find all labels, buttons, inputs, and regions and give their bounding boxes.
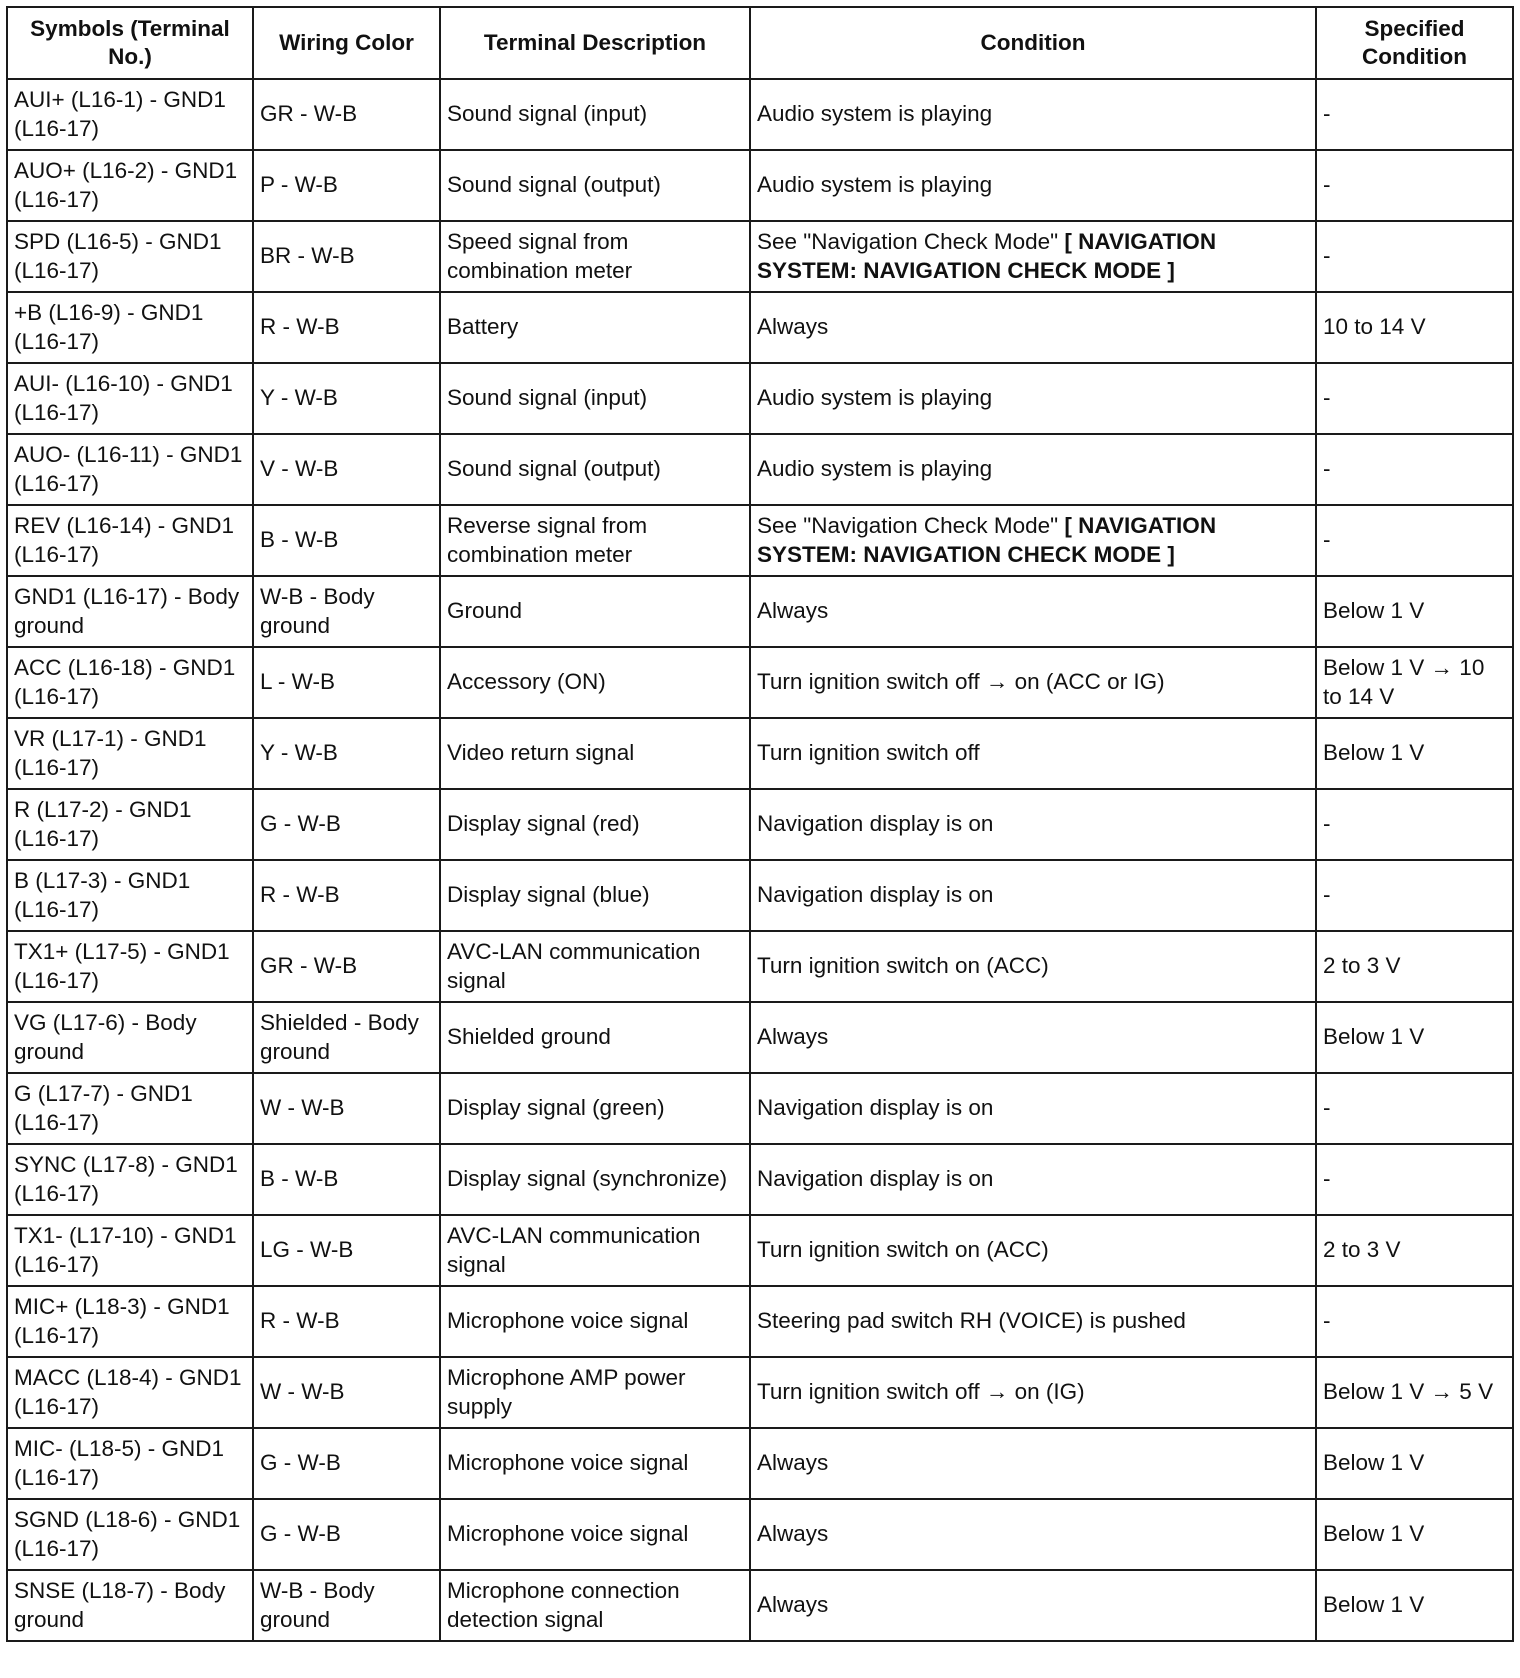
table-row xyxy=(7,647,1513,718)
cell-wiring-color: W - W-B xyxy=(253,1073,440,1144)
cell-wiring-color: GR - W-B xyxy=(253,79,440,150)
cell-terminal-description: Microphone connection detection signal xyxy=(440,1570,750,1641)
cell-wiring-color: W-B - Body ground xyxy=(253,576,440,647)
cell-wiring-color: V - W-B xyxy=(253,434,440,505)
condition-text: See "Navigation Check Mode" xyxy=(757,513,1059,539)
cell-wiring-color: L - W-B xyxy=(253,647,440,718)
cell-symbols: AUO+ (L16-2) - GND1 (L16-17) xyxy=(7,150,253,221)
table-row xyxy=(7,789,1513,860)
table-body xyxy=(7,79,1513,1641)
terminal-table-container xyxy=(6,6,1514,1642)
cell-specified-condition: Below 1 V xyxy=(1316,1002,1513,1073)
cell-condition xyxy=(750,1002,1316,1073)
cell-specified-condition: - xyxy=(1316,79,1513,150)
condition-text: Turn ignition switch on (ACC) xyxy=(757,953,1049,979)
table-row xyxy=(7,1428,1513,1499)
table-row xyxy=(7,1570,1513,1641)
cell-wiring-color: BR - W-B xyxy=(253,221,440,292)
cell-specified-condition: - xyxy=(1316,1073,1513,1144)
cell-specified-condition: - xyxy=(1316,221,1513,292)
cell-condition xyxy=(750,1073,1316,1144)
cell-condition xyxy=(750,576,1316,647)
cell-symbols: VR (L17-1) - GND1 (L16-17) xyxy=(7,718,253,789)
cell-condition xyxy=(750,1499,1316,1570)
condition-text: Always xyxy=(757,1521,829,1547)
cell-terminal-description: Speed signal from combination meter xyxy=(440,221,750,292)
header-condition: Condition xyxy=(750,7,1316,79)
cell-condition xyxy=(750,860,1316,931)
cell-symbols: MACC (L18-4) - GND1 (L16-17) xyxy=(7,1357,253,1428)
table-row xyxy=(7,363,1513,434)
cell-specified-condition: - xyxy=(1316,505,1513,576)
cell-specified-condition: - xyxy=(1316,363,1513,434)
cell-condition xyxy=(750,647,1316,718)
cell-symbols: GND1 (L16-17) - Body ground xyxy=(7,576,253,647)
cell-condition xyxy=(750,1144,1316,1215)
cell-wiring-color: Shielded - Body ground xyxy=(253,1002,440,1073)
table-row xyxy=(7,1144,1513,1215)
condition-text: Audio system is playing xyxy=(757,456,993,482)
condition-text: Navigation display is on xyxy=(757,882,994,908)
cell-condition xyxy=(750,789,1316,860)
condition-text: Always xyxy=(757,1592,829,1618)
table-row xyxy=(7,505,1513,576)
cell-condition xyxy=(750,505,1316,576)
header-specified-condition: Specified Condition xyxy=(1316,7,1513,79)
cell-wiring-color: Y - W-B xyxy=(253,718,440,789)
condition-reference: [ NAVIGATION SYSTEM: NAVIGATION CHECK MODE ] xyxy=(757,513,1217,567)
table-row xyxy=(7,150,1513,221)
cell-symbols: MIC+ (L18-3) - GND1 (L16-17) xyxy=(7,1286,253,1357)
condition-text: Always xyxy=(757,314,829,340)
cell-terminal-description: Display signal (green) xyxy=(440,1073,750,1144)
cell-condition xyxy=(750,292,1316,363)
cell-symbols: SGND (L18-6) - GND1 (L16-17) xyxy=(7,1499,253,1570)
cell-terminal-description: Microphone voice signal xyxy=(440,1286,750,1357)
condition-text: Navigation display is on xyxy=(757,1095,994,1121)
cell-terminal-description: Sound signal (input) xyxy=(440,79,750,150)
cell-condition xyxy=(750,1357,1316,1428)
condition-text: Steering pad switch RH (VOICE) is pushed xyxy=(757,1308,1186,1334)
cell-wiring-color: G - W-B xyxy=(253,1499,440,1570)
cell-terminal-description: Reverse signal from combination meter xyxy=(440,505,750,576)
cell-wiring-color: R - W-B xyxy=(253,1286,440,1357)
condition-text: Navigation display is on xyxy=(757,811,994,837)
condition-text: Audio system is playing xyxy=(757,101,993,127)
cell-specified-condition: 2 to 3 V xyxy=(1316,1215,1513,1286)
cell-specified-condition: Below 1 V xyxy=(1316,718,1513,789)
table-row xyxy=(7,718,1513,789)
condition-text: Turn ignition switch off xyxy=(757,740,980,766)
condition-text: Turn ignition switch off → on (IG) xyxy=(757,1379,1085,1405)
cell-terminal-description: Sound signal (input) xyxy=(440,363,750,434)
cell-terminal-description: Shielded ground xyxy=(440,1002,750,1073)
table-row xyxy=(7,1215,1513,1286)
cell-terminal-description: Display signal (red) xyxy=(440,789,750,860)
cell-wiring-color: W - W-B xyxy=(253,1357,440,1428)
cell-wiring-color: Y - W-B xyxy=(253,363,440,434)
cell-terminal-description: AVC-LAN communication signal xyxy=(440,1215,750,1286)
cell-wiring-color: W-B - Body ground xyxy=(253,1570,440,1641)
cell-terminal-description: Battery xyxy=(440,292,750,363)
cell-condition xyxy=(750,718,1316,789)
terminal-inspection-table xyxy=(6,6,1514,1642)
cell-terminal-description: Display signal (synchronize) xyxy=(440,1144,750,1215)
cell-specified-condition: - xyxy=(1316,789,1513,860)
cell-terminal-description: Ground xyxy=(440,576,750,647)
table-row xyxy=(7,292,1513,363)
table-row xyxy=(7,1499,1513,1570)
cell-specified-condition: 2 to 3 V xyxy=(1316,931,1513,1002)
cell-condition xyxy=(750,363,1316,434)
cell-condition xyxy=(750,221,1316,292)
condition-reference: [ NAVIGATION SYSTEM: NAVIGATION CHECK MODE ] xyxy=(757,229,1217,283)
cell-symbols: SNSE (L18-7) - Body ground xyxy=(7,1570,253,1641)
cell-specified-condition: - xyxy=(1316,860,1513,931)
condition-text: Always xyxy=(757,1024,829,1050)
cell-specified-condition: - xyxy=(1316,1144,1513,1215)
cell-symbols: VG (L17-6) - Body ground xyxy=(7,1002,253,1073)
cell-wiring-color: B - W-B xyxy=(253,505,440,576)
table-row xyxy=(7,1286,1513,1357)
cell-terminal-description: AVC-LAN communication signal xyxy=(440,931,750,1002)
cell-specified-condition: 10 to 14 V xyxy=(1316,292,1513,363)
condition-text: Turn ignition switch on (ACC) xyxy=(757,1237,1049,1263)
condition-text: Audio system is playing xyxy=(757,385,993,411)
condition-text: Always xyxy=(757,1450,829,1476)
table-row xyxy=(7,434,1513,505)
cell-symbols: B (L17-3) - GND1 (L16-17) xyxy=(7,860,253,931)
header-wiring-color: Wiring Color xyxy=(253,7,440,79)
cell-wiring-color: B - W-B xyxy=(253,1144,440,1215)
cell-terminal-description: Video return signal xyxy=(440,718,750,789)
cell-symbols: TX1- (L17-10) - GND1 (L16-17) xyxy=(7,1215,253,1286)
cell-condition xyxy=(750,931,1316,1002)
cell-wiring-color: R - W-B xyxy=(253,860,440,931)
cell-terminal-description: Accessory (ON) xyxy=(440,647,750,718)
cell-condition xyxy=(750,434,1316,505)
table-row xyxy=(7,576,1513,647)
cell-symbols: ACC (L16-18) - GND1 (L16-17) xyxy=(7,647,253,718)
cell-specified-condition: Below 1 V xyxy=(1316,1570,1513,1641)
cell-specified-condition: Below 1 V xyxy=(1316,576,1513,647)
cell-symbols: SPD (L16-5) - GND1 (L16-17) xyxy=(7,221,253,292)
table-row xyxy=(7,860,1513,931)
cell-terminal-description: Microphone AMP power supply xyxy=(440,1357,750,1428)
cell-symbols: MIC- (L18-5) - GND1 (L16-17) xyxy=(7,1428,253,1499)
cell-specified-condition: Below 1 V → 10 to 14 V xyxy=(1316,647,1513,718)
cell-symbols: G (L17-7) - GND1 (L16-17) xyxy=(7,1073,253,1144)
cell-symbols: TX1+ (L17-5) - GND1 (L16-17) xyxy=(7,931,253,1002)
table-row xyxy=(7,931,1513,1002)
cell-condition xyxy=(750,79,1316,150)
cell-condition xyxy=(750,150,1316,221)
table-row xyxy=(7,1002,1513,1073)
cell-wiring-color: P - W-B xyxy=(253,150,440,221)
condition-text: Navigation display is on xyxy=(757,1166,994,1192)
cell-specified-condition: - xyxy=(1316,1286,1513,1357)
header-symbols: Symbols (Terminal No.) xyxy=(7,7,253,79)
cell-terminal-description: Sound signal (output) xyxy=(440,150,750,221)
cell-symbols: +B (L16-9) - GND1 (L16-17) xyxy=(7,292,253,363)
cell-specified-condition: Below 1 V xyxy=(1316,1499,1513,1570)
table-row xyxy=(7,1357,1513,1428)
cell-condition xyxy=(750,1286,1316,1357)
header-terminal-description: Terminal Description xyxy=(440,7,750,79)
cell-specified-condition: Below 1 V → 5 V xyxy=(1316,1357,1513,1428)
cell-symbols: AUI- (L16-10) - GND1 (L16-17) xyxy=(7,363,253,434)
condition-text: Always xyxy=(757,598,829,624)
cell-wiring-color: LG - W-B xyxy=(253,1215,440,1286)
cell-symbols: R (L17-2) - GND1 (L16-17) xyxy=(7,789,253,860)
cell-specified-condition: - xyxy=(1316,150,1513,221)
condition-text: See "Navigation Check Mode" xyxy=(757,229,1059,255)
cell-wiring-color: G - W-B xyxy=(253,789,440,860)
cell-symbols: REV (L16-14) - GND1 (L16-17) xyxy=(7,505,253,576)
cell-wiring-color: G - W-B xyxy=(253,1428,440,1499)
cell-specified-condition: Below 1 V xyxy=(1316,1428,1513,1499)
table-row xyxy=(7,221,1513,292)
cell-specified-condition: - xyxy=(1316,434,1513,505)
cell-symbols: SYNC (L17-8) - GND1 (L16-17) xyxy=(7,1144,253,1215)
condition-text: Turn ignition switch off → on (ACC or IG) xyxy=(757,669,1165,695)
table-row xyxy=(7,1073,1513,1144)
condition-text: Audio system is playing xyxy=(757,172,993,198)
cell-condition xyxy=(750,1570,1316,1641)
table-row xyxy=(7,79,1513,150)
cell-terminal-description: Sound signal (output) xyxy=(440,434,750,505)
cell-terminal-description: Microphone voice signal xyxy=(440,1428,750,1499)
cell-symbols: AUI+ (L16-1) - GND1 (L16-17) xyxy=(7,79,253,150)
table-header-row xyxy=(7,7,1513,79)
cell-terminal-description: Display signal (blue) xyxy=(440,860,750,931)
cell-wiring-color: R - W-B xyxy=(253,292,440,363)
cell-wiring-color: GR - W-B xyxy=(253,931,440,1002)
cell-condition xyxy=(750,1428,1316,1499)
cell-condition xyxy=(750,1215,1316,1286)
cell-terminal-description: Microphone voice signal xyxy=(440,1499,750,1570)
cell-symbols: AUO- (L16-11) - GND1 (L16-17) xyxy=(7,434,253,505)
